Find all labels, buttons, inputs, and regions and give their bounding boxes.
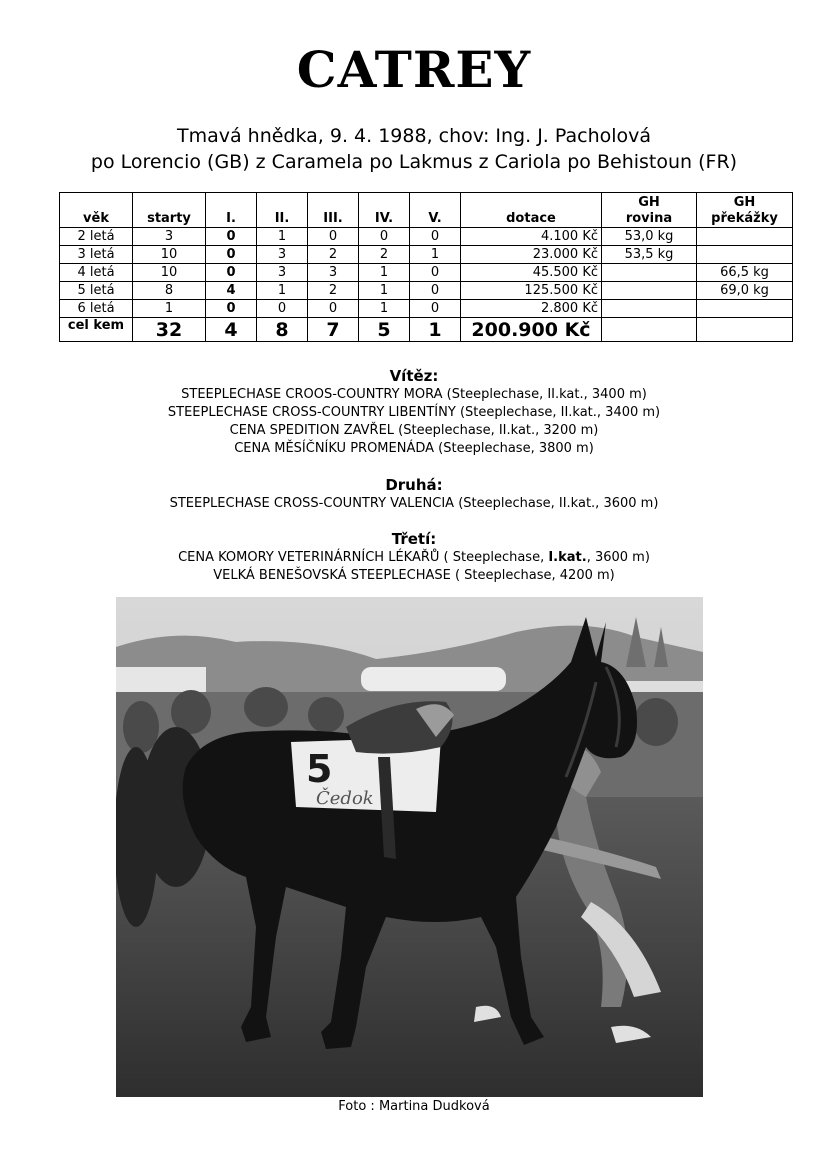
- table-total-row: [60, 318, 793, 342]
- third-heading: Třetí:: [391, 530, 437, 548]
- third-race-1-a: CENA KOMORY VETERINÁRNÍCH LÉKAŘŮ ( Steeplechase,: [178, 550, 549, 565]
- second-heading: Druhá:: [385, 476, 443, 494]
- cell-gh-flat: 53,5 kg: [602, 246, 697, 264]
- cell-money: 45.500 Kč: [461, 264, 602, 282]
- third-race-1: [0, 549, 828, 567]
- photo-credit: Foto : Martina Dudková: [338, 1099, 490, 1114]
- winner-race-4: CENA MĚSÍČNÍKU PROMENÁDA (Steeplechase, 3800 m): [234, 441, 594, 456]
- cell-gh-jump: [697, 228, 793, 246]
- cell-gh-flat: 53,0 kg: [602, 228, 697, 246]
- cell-third: 0: [308, 228, 359, 246]
- header-gh-jump-bottom: překážky: [711, 211, 778, 226]
- horse-photo: [116, 597, 703, 1097]
- header-first: I.: [206, 193, 257, 228]
- cell-first: 4: [206, 282, 257, 300]
- cell-fifth: 0: [410, 300, 461, 318]
- total-label: cel kem: [60, 318, 133, 342]
- cell-money: 4.100 Kč: [461, 228, 602, 246]
- cell-first: 0: [206, 300, 257, 318]
- pedigree-line: po Lorencio (GB) z Caramela po Lakmus z Cariola po Behistoun (FR): [90, 151, 738, 173]
- horse-description: Tmavá hnědka, 9. 4. 1988, chov: Ing. J. Pacholová: [176, 125, 652, 147]
- cell-gh-jump: 69,0 kg: [697, 282, 793, 300]
- cell-first: 0: [206, 264, 257, 282]
- cell-gh-flat: [602, 300, 697, 318]
- header-gh-flat-top: GH: [638, 195, 660, 210]
- total-gh-jump: [697, 318, 793, 342]
- cell-age: 3 letá: [60, 246, 133, 264]
- cell-starts: 10: [133, 264, 206, 282]
- cell-gh-jump: 66,5 kg: [697, 264, 793, 282]
- cell-money: 23.000 Kč: [461, 246, 602, 264]
- third-section: [0, 529, 828, 585]
- total-fifth: 1: [410, 318, 461, 342]
- cell-third: 0: [308, 300, 359, 318]
- cell-second: 1: [257, 282, 308, 300]
- header-gh-jump: [697, 193, 793, 228]
- saddle-cloth-sponsor: Čedok: [316, 788, 374, 809]
- total-fourth: 5: [359, 318, 410, 342]
- cell-gh-jump: [697, 300, 793, 318]
- cell-fourth: 2: [359, 246, 410, 264]
- total-gh-flat: [602, 318, 697, 342]
- table-row: [60, 282, 793, 300]
- header-money: dotace: [461, 193, 602, 228]
- cell-second: 0: [257, 300, 308, 318]
- cell-starts: 10: [133, 246, 206, 264]
- cell-starts: 3: [133, 228, 206, 246]
- cell-second: 3: [257, 246, 308, 264]
- cell-fifth: 0: [410, 282, 461, 300]
- cell-age: 2 letá: [60, 228, 133, 246]
- cell-second: 1: [257, 228, 308, 246]
- header-gh-jump-top: GH: [733, 195, 756, 210]
- table-row: [60, 228, 793, 246]
- third-race-1-category: I.kat.: [548, 550, 587, 565]
- winner-race-1: STEEPLECHASE CROOS-COUNTRY MORA (Steeplechase, II.kat., 3400 m): [181, 387, 647, 402]
- cell-third: 3: [308, 264, 359, 282]
- winner-heading: Vítěz:: [389, 367, 439, 385]
- header-fifth: V.: [410, 193, 461, 228]
- total-second: 8: [257, 318, 308, 342]
- cell-second: 3: [257, 264, 308, 282]
- cell-age: 6 letá: [60, 300, 133, 318]
- winner-race-3: CENA SPEDITION ZAVŘEL (Steeplechase, II.kat., 3200 m): [229, 423, 599, 438]
- winner-race-2: STEEPLECHASE CROSS-COUNTRY LIBENTÍNY (Steeplechase, II.kat., 3400 m): [167, 405, 661, 420]
- header-fourth: IV.: [359, 193, 410, 228]
- total-starts: 32: [133, 318, 206, 342]
- total-third: 7: [308, 318, 359, 342]
- race-statistics-table: [59, 192, 793, 342]
- table-row: [60, 246, 793, 264]
- horse-photo-illustration: [116, 597, 703, 1097]
- cell-age: 5 letá: [60, 282, 133, 300]
- cell-first: 0: [206, 246, 257, 264]
- total-first: 4: [206, 318, 257, 342]
- third-race-2: VELKÁ BENEŠOVSKÁ STEEPLECHASE ( Steeplechase, 4200 m): [213, 568, 615, 583]
- third-race-1-c: , 3600 m): [586, 550, 650, 565]
- table-row: [60, 300, 793, 318]
- header-gh-flat-bottom: rovina: [625, 211, 673, 226]
- header-second: II.: [257, 193, 308, 228]
- header-gh-flat: [602, 193, 697, 228]
- cell-money: 125.500 Kč: [461, 282, 602, 300]
- cell-starts: 8: [133, 282, 206, 300]
- cell-gh-jump: [697, 246, 793, 264]
- total-money: 200.900 Kč: [461, 318, 602, 342]
- second-section: [0, 475, 828, 513]
- header-age: věk: [60, 193, 133, 228]
- cell-starts: 1: [133, 300, 206, 318]
- header-third: III.: [308, 193, 359, 228]
- cell-third: 2: [308, 282, 359, 300]
- cell-first: 0: [206, 228, 257, 246]
- saddle-cloth-number: 5: [306, 747, 333, 791]
- second-race-1: STEEPLECHASE CROSS-COUNTRY VALENCIA (Steeplechase, II.kat., 3600 m): [169, 496, 659, 511]
- cell-gh-flat: [602, 264, 697, 282]
- cell-fourth: 1: [359, 282, 410, 300]
- cell-gh-flat: [602, 282, 697, 300]
- cell-fourth: 1: [359, 300, 410, 318]
- cell-third: 2: [308, 246, 359, 264]
- cell-fifth: 1: [410, 246, 461, 264]
- winner-section: [0, 366, 828, 458]
- cell-fourth: 0: [359, 228, 410, 246]
- table-row: [60, 264, 793, 282]
- horse-name-title: CATREY: [296, 40, 532, 99]
- cell-age: 4 letá: [60, 264, 133, 282]
- cell-fourth: 1: [359, 264, 410, 282]
- header-starts: starty: [133, 193, 206, 228]
- cell-fifth: 0: [410, 264, 461, 282]
- cell-fifth: 0: [410, 228, 461, 246]
- table-header-row: [60, 193, 793, 228]
- cell-money: 2.800 Kč: [461, 300, 602, 318]
